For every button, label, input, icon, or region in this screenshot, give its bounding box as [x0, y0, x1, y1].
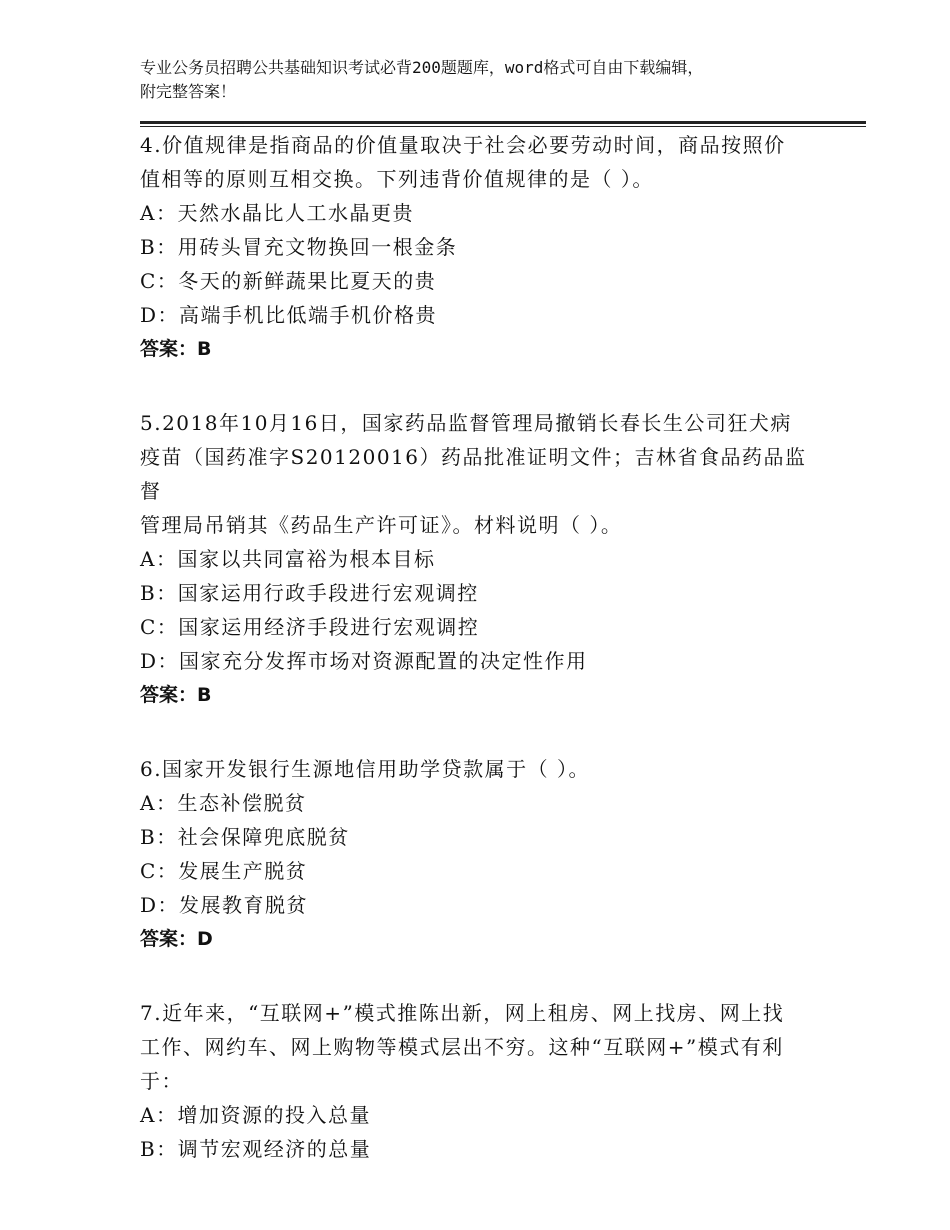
option-c: C：发展生产脱贫 — [140, 859, 308, 883]
option-b: B：社会保障兜底脱贫 — [140, 825, 350, 849]
question-stem-line: 疫苗（国药准字S20120016）药品批准证明文件；吉林省食品药品监督 — [140, 445, 807, 503]
question-7 — [140, 996, 820, 1166]
question-stem-line: 值相等的原则互相交换。下列违背价值规律的是（ ）。 — [140, 167, 654, 191]
question-stem-line: 5.2018年10月16日，国家药品监督管理局撤销长春长生公司狂犬病 — [140, 411, 792, 435]
question-stem-line: 7.近年来，“互联网+”模式推陈出新，网上租房、网上找房、网上找 — [140, 1001, 785, 1025]
question-4 — [140, 128, 820, 366]
answer-label: 答案：B — [140, 338, 212, 360]
header-divider-thin — [140, 126, 866, 127]
option-d: D：国家充分发挥市场对资源配置的决定性作用 — [140, 649, 588, 673]
option-c: C：国家运用经济手段进行宏观调控 — [140, 615, 480, 639]
answer-label: 答案：B — [140, 684, 212, 706]
option-d: D：高端手机比低端手机价格贵 — [140, 303, 438, 327]
header-line-2: 附完整答案！ — [140, 82, 237, 101]
option-b: B：调节宏观经济的总量 — [140, 1137, 372, 1161]
page-header — [140, 56, 840, 104]
answer-label: 答案：D — [140, 928, 213, 950]
header-divider-thick — [140, 121, 866, 124]
option-a: A：天然水晶比人工水晶更贵 — [140, 201, 414, 225]
question-6 — [140, 752, 820, 956]
option-d: D：发展教育脱贫 — [140, 893, 309, 917]
header-line-1: 专业公务员招聘公共基础知识考试必背200题题库，word格式可自由下载编辑， — [140, 58, 704, 77]
option-c: C：冬天的新鲜蔬果比夏天的贵 — [140, 269, 437, 293]
question-list — [140, 128, 820, 1206]
option-b: B：国家运用行政手段进行宏观调控 — [140, 581, 479, 605]
option-a: A：增加资源的投入总量 — [140, 1103, 371, 1127]
question-stem-line: 4.价值规律是指商品的价值量取决于社会必要劳动时间，商品按照价 — [140, 133, 786, 157]
question-stem-line: 管理局吊销其《药品生产许可证》。材料说明（ ）。 — [140, 513, 623, 537]
question-stem-line: 于： — [140, 1069, 183, 1093]
option-a: A：国家以共同富裕为根本目标 — [140, 547, 436, 571]
question-stem-line: 工作、网约车、网上购物等模式层出不穷。这种“互联网+”模式有利 — [140, 1035, 784, 1059]
option-a: A：生态补偿脱贫 — [140, 791, 307, 815]
question-stem-line: 6.国家开发银行生源地信用助学贷款属于（ ）。 — [140, 757, 590, 781]
question-5 — [140, 406, 820, 712]
option-b: B：用砖头冒充文物换回一根金条 — [140, 235, 458, 259]
